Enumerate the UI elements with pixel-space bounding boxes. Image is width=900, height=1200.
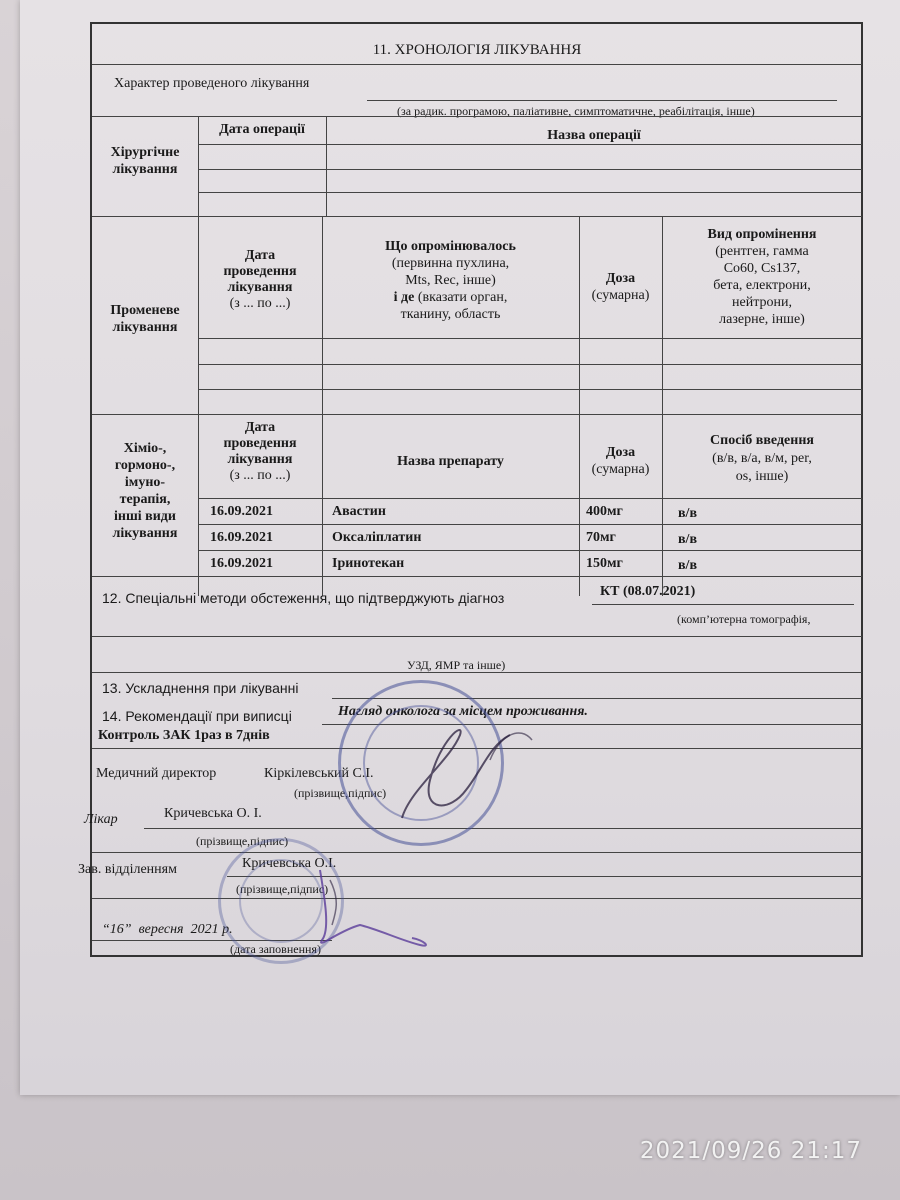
doctor-name: Кричевська О. І. [164, 806, 262, 821]
section-12-hint-1: (комп’ютерна томографія, [677, 612, 811, 626]
radiation-col-what: Що опромінювалось (первинна пухлина, Mts, Rec, інше) і де (вказати орган, тканину, область [385, 239, 516, 322]
treatment-character-label: Характер проведеного лікування [114, 76, 310, 91]
chemo-col-name: Назва препарату [397, 454, 504, 469]
document-sheet [20, 0, 900, 1095]
chemo-row-date: 16.09.2021 [210, 530, 273, 545]
chemo-col-route: Спосіб введення (в/в, в/а, в/м, per, os, інше) [710, 433, 814, 484]
chemo-row-drug: Авастин [332, 504, 386, 519]
head-name: Кричевська О.І. [242, 856, 337, 871]
section-11-title: 11. ХРОНОЛОГІЯ ЛІКУВАННЯ [372, 42, 582, 58]
chemo-row-date: 16.09.2021 [210, 504, 273, 519]
treatment-character-hint: (за радик. програмою, паліативне, симптоматичне, реабілітація, інше) [397, 104, 755, 118]
chemo-row-dose: 70мг [586, 530, 616, 545]
chemo-row-label: Хіміо-, гормоно-, імуно- терапія, інші види лікування [112, 441, 178, 541]
fill-date-hint: (дата заповнення) [230, 942, 321, 956]
chemo-row-drug: Іринотекан [332, 556, 405, 571]
chemo-row-dose: 150мг [586, 556, 623, 571]
camera-timestamp: 2021/09/26 21:17 [639, 1138, 862, 1164]
chemo-col-date: Дата проведення лікування (з ... по ...) [223, 420, 297, 483]
radiation-row-label: Променеве лікування [110, 303, 180, 335]
handwritten-signatures [20, 0, 900, 1100]
chemo-row-date: 16.09.2021 [210, 556, 273, 571]
surgery-row-label: Хірургічне лікування [110, 145, 180, 177]
director-label: Медичний директор [96, 766, 217, 781]
section-12-hint-2: УЗД, ЯМР та інше) [407, 658, 506, 672]
section-14-value: Нагляд онколога за місцем проживання. [338, 704, 588, 719]
radiation-col-dose: Доза (сумарна) [591, 271, 650, 303]
chemo-col-dose: Доза (сумарна) [591, 445, 650, 477]
section-13-label: 13. Ускладнення при лікуванні [102, 680, 299, 696]
surgery-col-date: Дата операції [219, 122, 305, 137]
section-12-value: КТ (08.07.2021) [600, 584, 696, 599]
chemo-row-route: в/в [678, 532, 698, 547]
director-name: Кіркілевський С.І. [264, 766, 374, 781]
chemo-row-route: в/в [678, 506, 698, 521]
director-hint: (прізвище,підпис) [294, 786, 387, 800]
fill-date: “16” вересня 2021 р. [102, 922, 233, 937]
head-hint: (прізвище,підпис) [236, 882, 329, 896]
section-12-label: 12. Спеціальні методи обстеження, що підтверджують діагноз [102, 590, 505, 606]
chemo-row-dose: 400мг [586, 504, 623, 519]
section-14-value-2: Контроль ЗАК 1раз в 7днів [98, 728, 270, 743]
head-label: Зав. відділенням [78, 862, 177, 877]
chemo-row-route: в/в [678, 558, 698, 573]
doctor-hint: (прізвище,підпис) [196, 834, 289, 848]
chemo-row-drug: Оксаліплатин [332, 530, 422, 545]
surgery-col-name: Назва операції [547, 128, 641, 143]
radiation-col-date: Дата проведення лікування (з ... по ...) [223, 248, 297, 311]
doctor-label: Лікар [84, 812, 118, 827]
radiation-col-type: Вид опромінення (рентген, гамма Co60, Cs137, бета, електрони, нейтрони, лазерне, інше) [707, 227, 817, 327]
section-14-label: 14. Рекомендації при виписці [102, 708, 292, 724]
